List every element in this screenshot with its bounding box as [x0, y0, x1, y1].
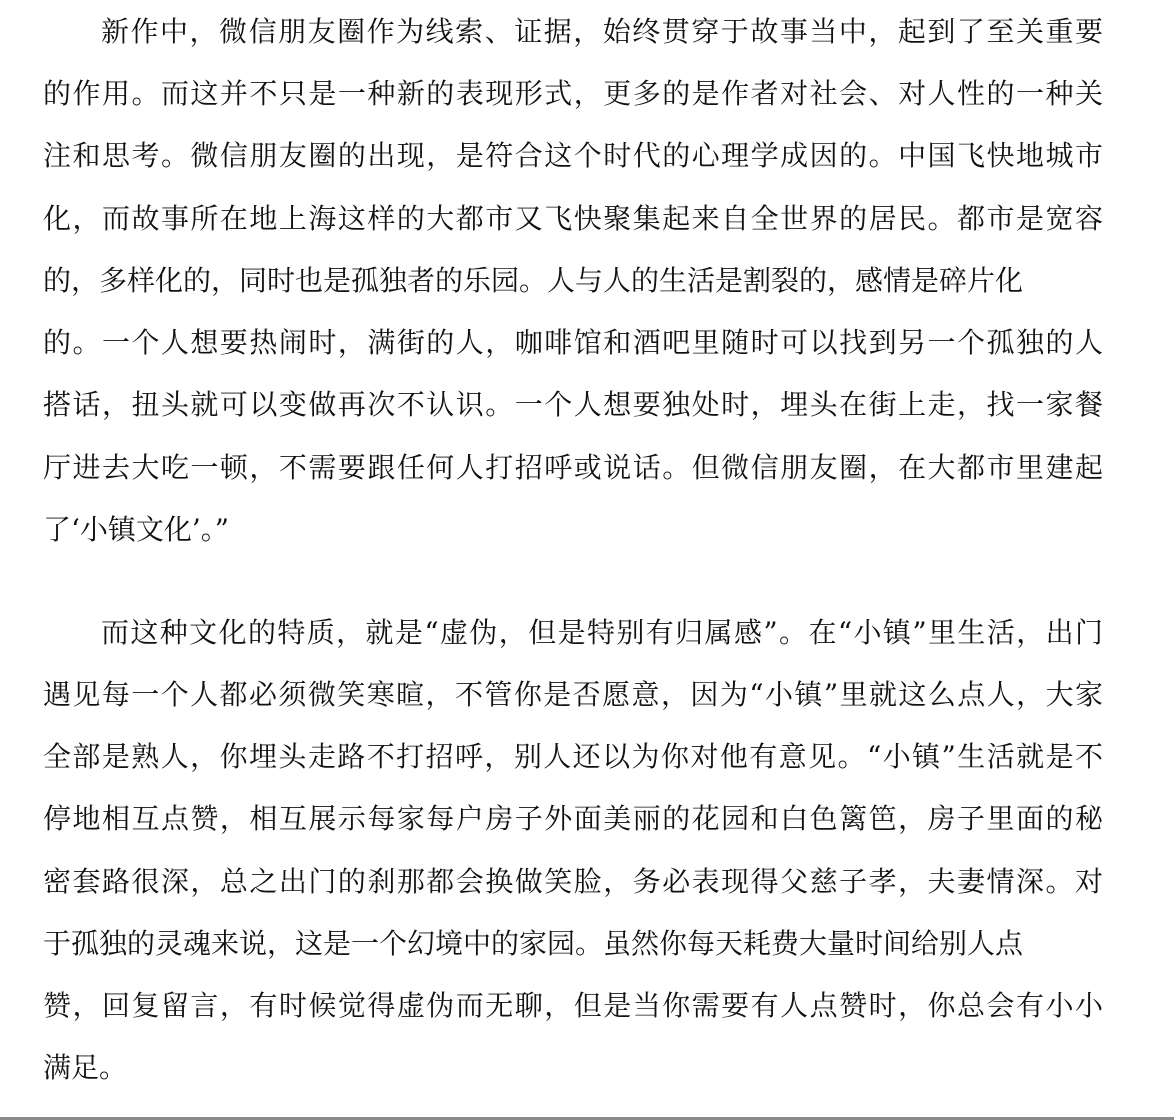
paragraph-1-line-2: 的作用。而这并不只是一种新的表现形式，更多的是作者对社会、对人性的一种关	[43, 77, 1103, 110]
paragraph-1-line-1: 新作中，微信朋友圈作为线索、证据，始终贯穿于故事当中，起到了至关重要	[101, 15, 1103, 48]
paragraph-1-line-3: 注和思考。微信朋友圈的出现，是符合这个时代的心理学成因的。中国飞快地城市	[43, 139, 1103, 172]
paragraph-1-line-5: 的，多样化的，同时也是孤独者的乐园。人与人的生活是割裂的，感情是碎片化	[43, 264, 1024, 297]
paragraph-1-line-9: 了‘小镇文化’。”	[43, 513, 230, 546]
paragraph-2-line-2: 遇见每一个人都必须微笑寒暄，不管你是否愿意，因为“小镇”里就这么点人，大家	[43, 678, 1103, 711]
paragraph-1-line-8: 厅进去大吃一顿，不需要跟任何人打招呼或说话。但微信朋友圈，在大都市里建起	[43, 451, 1103, 484]
paragraph-2-line-8: 满足。	[43, 1051, 128, 1084]
paragraph-2-line-3: 全部是熟人，你埋头走路不打招呼，别人还以为你对他有意见。“小镇”生活就是不	[43, 740, 1103, 773]
paragraph-1-line-6: 的。一个人想要热闹时，满街的人，咖啡馆和酒吧里随时可以找到另一个孤独的人	[43, 326, 1103, 359]
paragraph-1-line-4: 化，而故事所在地上海这样的大都市又飞快聚集起来自全世界的居民。都市是宽容	[43, 202, 1103, 235]
paragraph-2-line-5: 密套路很深，总之出门的刹那都会换做笑脸，务必表现得父慈子孝，夫妻情深。对	[43, 865, 1103, 898]
paragraph-2-line-7: 赞，回复留言，有时候觉得虚伪而无聊，但是当你需要有人点赞时，你总会有小小	[43, 989, 1103, 1022]
paragraph-2-line-4: 停地相互点赞，相互展示每家每户房子外面美丽的花园和白色篱笆，房子里面的秘	[43, 802, 1103, 835]
paragraph-2-line-1: 而这种文化的特质，就是“虚伪，但是特别有归属感”。在“小镇”里生活，出门	[101, 616, 1103, 649]
paragraph-2-line-6: 于孤独的灵魂来说，这是一个幻境中的家园。虽然你每天耗费大量时间给别人点	[43, 927, 1024, 960]
paragraph-1-line-7: 搭话，扭头就可以变做再次不认识。一个人想要独处时，埋头在街上走，找一家餐	[43, 388, 1103, 421]
